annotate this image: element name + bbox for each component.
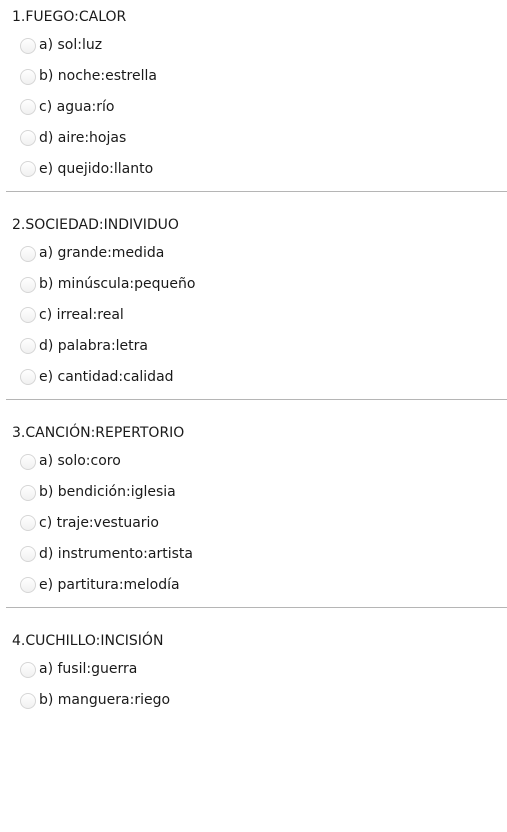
option-label: d) instrumento:artista: [39, 545, 193, 562]
option-d[interactable]: [0, 330, 507, 361]
option-label: b) noche:estrella: [39, 68, 157, 85]
option-d[interactable]: [0, 538, 507, 569]
option-c[interactable]: [0, 300, 507, 331]
option-label: c) irreal:real: [39, 306, 124, 323]
option-e[interactable]: [0, 361, 507, 392]
question-divider: [6, 399, 507, 400]
option-label: c) traje:vestuario: [39, 514, 159, 531]
option-label: d) aire:hojas: [39, 129, 127, 146]
radio-button[interactable]: [20, 693, 36, 709]
radio-button[interactable]: [20, 338, 36, 354]
option-e[interactable]: [0, 153, 507, 184]
question-title: 2.SOCIEDAD:INDIVIDUO: [12, 217, 179, 233]
option-a[interactable]: [0, 654, 507, 685]
option-label: a) fusil:guerra: [39, 661, 138, 678]
radio-button[interactable]: [20, 130, 36, 146]
question-title: 1.FUEGO:CALOR: [12, 9, 127, 25]
radio-button[interactable]: [20, 99, 36, 115]
question-2: [0, 208, 507, 416]
option-label: c) agua:río: [39, 98, 115, 115]
radio-button[interactable]: [20, 454, 36, 470]
option-label: e) partitura:melodía: [39, 576, 180, 593]
option-a[interactable]: [0, 30, 507, 61]
question-divider: [6, 191, 507, 192]
radio-button[interactable]: [20, 369, 36, 385]
option-c[interactable]: [0, 508, 507, 539]
question-3: [0, 416, 507, 624]
radio-button[interactable]: [20, 577, 36, 593]
question-1: [0, 0, 507, 208]
option-list: [0, 654, 507, 716]
option-list: [0, 446, 507, 600]
option-b[interactable]: [0, 61, 507, 92]
option-list: [0, 30, 507, 184]
option-label: d) palabra:letra: [39, 337, 148, 354]
option-label: a) grande:medida: [39, 245, 165, 262]
option-b[interactable]: [0, 685, 507, 716]
radio-button[interactable]: [20, 307, 36, 323]
radio-button[interactable]: [20, 38, 36, 54]
option-label: e) quejido:llanto: [39, 160, 154, 177]
option-label: e) cantidad:calidad: [39, 368, 174, 385]
option-label: b) bendición:iglesia: [39, 484, 176, 501]
option-b[interactable]: [0, 477, 507, 508]
option-b[interactable]: [0, 269, 507, 300]
radio-button[interactable]: [20, 246, 36, 262]
question-divider: [6, 607, 507, 608]
radio-button[interactable]: [20, 515, 36, 531]
radio-button[interactable]: [20, 277, 36, 293]
question-title: 4.CUCHILLO:INCISIÓN: [12, 633, 164, 649]
option-d[interactable]: [0, 122, 507, 153]
option-list: [0, 238, 507, 392]
option-a[interactable]: [0, 446, 507, 477]
option-a[interactable]: [0, 238, 507, 269]
option-e[interactable]: [0, 569, 507, 600]
option-label: a) solo:coro: [39, 453, 121, 470]
option-c[interactable]: [0, 92, 507, 123]
radio-button[interactable]: [20, 662, 36, 678]
option-label: b) minúscula:pequeño: [39, 276, 196, 293]
radio-button[interactable]: [20, 69, 36, 85]
option-label: a) sol:luz: [39, 37, 103, 54]
question-title: 3.CANCIÓN:REPERTORIO: [12, 425, 185, 441]
radio-button[interactable]: [20, 546, 36, 562]
radio-button[interactable]: [20, 485, 36, 501]
radio-button[interactable]: [20, 161, 36, 177]
option-label: b) manguera:riego: [39, 692, 171, 709]
question-4: [0, 624, 507, 832]
